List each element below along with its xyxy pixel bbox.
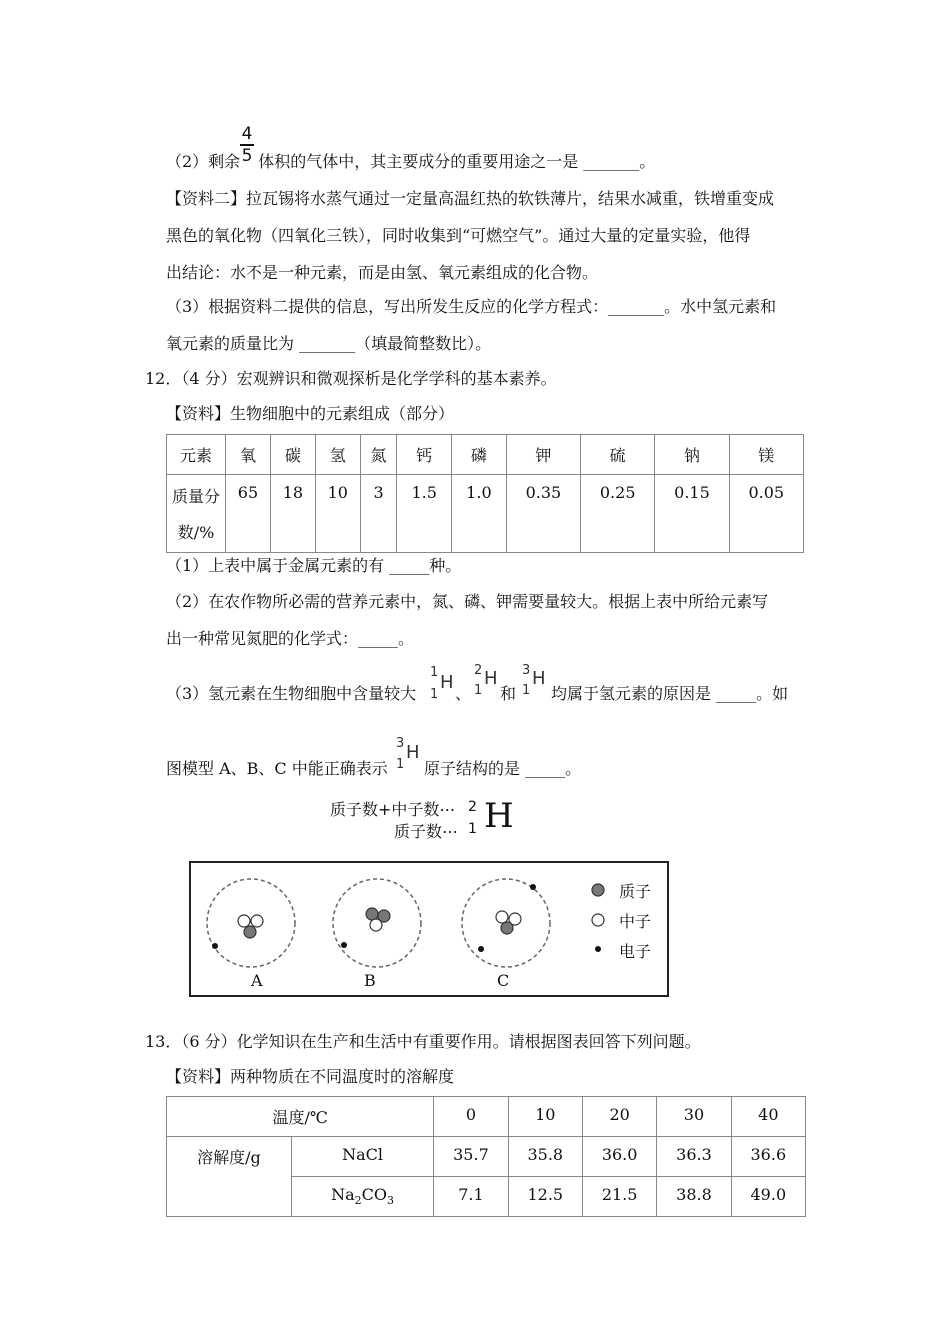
row-label-line1: 质量分 bbox=[171, 487, 220, 506]
table-cell: 0.25 bbox=[581, 475, 655, 553]
notation-bottom-text: 质子数⋯ bbox=[394, 822, 459, 841]
table-cell: 38.8 bbox=[657, 1177, 731, 1217]
q11-part3-line1: （3）根据资料二提供的信息，写出所发生反应的化学方程式：_______。水中氢元素和 bbox=[166, 297, 777, 316]
table-header-cell: 元素 bbox=[167, 435, 226, 475]
table-cell: 49.0 bbox=[731, 1177, 805, 1217]
table-cell: 磷 bbox=[452, 435, 507, 475]
mass-number: 1 bbox=[430, 665, 439, 680]
mass-number: 2 bbox=[474, 663, 483, 678]
fraction-denominator: 5 bbox=[241, 146, 253, 166]
table-row-label bbox=[291, 1177, 433, 1217]
table-header-cell: 溶解度/g bbox=[167, 1137, 292, 1217]
table-cell: 0.05 bbox=[729, 475, 803, 553]
formula-part: CO bbox=[361, 1185, 387, 1204]
table-cell: 10 bbox=[315, 475, 360, 553]
q12-part2-line1: （2）在农作物所必需的营养元素中，氮、磷、钾需要量较大。根据上表中所给元素写 bbox=[166, 592, 769, 611]
table-cell: 0.15 bbox=[655, 475, 729, 553]
neutron bbox=[251, 915, 263, 927]
neutron bbox=[370, 919, 382, 931]
table-cell: 1.0 bbox=[452, 475, 507, 553]
table-cell: 36.0 bbox=[582, 1137, 656, 1177]
electron bbox=[341, 942, 347, 948]
q13-resource: 【资料】两种物质在不同温度时的溶解度 bbox=[166, 1067, 455, 1086]
q12-part1: （1）上表中属于金属元素的有 _____种。 bbox=[166, 556, 462, 575]
table-cell: 0 bbox=[434, 1097, 508, 1137]
q11-part3-line2: 氧元素的质量比为 _______（填最简整数比）。 bbox=[166, 334, 492, 353]
proton bbox=[501, 922, 513, 934]
legend-neutron-label: 中子 bbox=[619, 912, 652, 931]
formula-part: Na bbox=[331, 1185, 355, 1204]
table-cell: 36.6 bbox=[731, 1137, 805, 1177]
element-composition-table bbox=[166, 434, 804, 553]
q12-part3-c: 图模型 A、B、C 中能正确表示 bbox=[166, 759, 388, 778]
table-cell: 3 bbox=[360, 475, 397, 553]
element-symbol: H bbox=[532, 668, 546, 689]
notation-top-text: 质子数+中子数⋯ bbox=[330, 800, 456, 819]
table-cell: 氢 bbox=[315, 435, 360, 475]
legend-proton-marker bbox=[592, 884, 604, 896]
legend-proton-label: 质子 bbox=[619, 882, 652, 901]
table-cell: 氮 bbox=[360, 435, 397, 475]
neutron bbox=[496, 911, 508, 923]
fraction-numerator: 4 bbox=[241, 124, 253, 144]
model-label-c: C bbox=[497, 971, 510, 990]
solubility-table bbox=[166, 1096, 806, 1217]
legend-electron-marker bbox=[595, 946, 601, 952]
q12-part3-d: 原子结构的是 _____。 bbox=[424, 759, 582, 778]
legend-electron-label: 电子 bbox=[619, 942, 652, 961]
atomic-number: 1 bbox=[430, 687, 439, 702]
electron bbox=[212, 943, 218, 949]
table-cell: 碳 bbox=[270, 435, 315, 475]
element-symbol: H bbox=[406, 742, 420, 763]
atomic-number: 1 bbox=[474, 683, 483, 698]
mass-number: 3 bbox=[396, 736, 405, 751]
table-cell: 18 bbox=[270, 475, 315, 553]
table-cell: 钠 bbox=[655, 435, 729, 475]
table-header-cell: 温度/℃ bbox=[167, 1097, 434, 1137]
atom-model-diagram bbox=[189, 861, 669, 997]
q11-part2-suffix: 体积的气体中，其主要成分的重要用途之一是 _______。 bbox=[258, 152, 656, 171]
table-cell: 1.5 bbox=[397, 475, 452, 553]
q12-part3-a: （3）氢元素在生物细胞中含量较大 bbox=[166, 684, 417, 703]
table-header-cell bbox=[167, 475, 226, 553]
legend-neutron-marker bbox=[592, 914, 604, 926]
q11-resource2-line2: 黑色的氧化物（四氧化三铁），同时收集到“可燃空气”。通过大量的定量实验，他得 bbox=[166, 226, 751, 245]
table-cell: 65 bbox=[226, 475, 271, 553]
table-cell: 20 bbox=[582, 1097, 656, 1137]
table-cell: 7.1 bbox=[434, 1177, 508, 1217]
notation-bottom-number: 1 bbox=[468, 821, 477, 837]
table-row bbox=[167, 1097, 806, 1137]
table-cell: 35.8 bbox=[508, 1137, 582, 1177]
q12-part3-sep: 、 bbox=[455, 684, 472, 703]
mass-number: 3 bbox=[522, 663, 531, 678]
table-cell: 氧 bbox=[226, 435, 271, 475]
table-row bbox=[167, 1137, 806, 1177]
notation-symbol: H bbox=[484, 796, 514, 836]
table-cell: 35.7 bbox=[434, 1137, 508, 1177]
formula-subscript: 3 bbox=[386, 1194, 394, 1208]
formula-subscript: 2 bbox=[354, 1194, 362, 1208]
element-symbol: H bbox=[440, 672, 454, 693]
table-cell: 12.5 bbox=[508, 1177, 582, 1217]
atomic-number: 1 bbox=[522, 683, 531, 698]
table-cell: 硫 bbox=[581, 435, 655, 475]
q12-title: 12．（4 分）宏观辨识和微观探析是化学学科的基本素养。 bbox=[145, 369, 557, 388]
q12-part2-line2: 出一种常见氮肥的化学式：_____。 bbox=[166, 629, 415, 648]
table-row bbox=[167, 435, 804, 475]
electron bbox=[530, 884, 536, 890]
row-label-line2: 数/% bbox=[177, 523, 215, 542]
table-cell: 40 bbox=[731, 1097, 805, 1137]
table-cell: 钾 bbox=[506, 435, 580, 475]
table-cell: 10 bbox=[508, 1097, 582, 1137]
q12-resource: 【资料】生物细胞中的元素组成（部分） bbox=[166, 404, 455, 423]
q11-resource2-line1: 【资料二】拉瓦锡将水蒸气通过一定量高温红热的软铁薄片，结果水减重，铁增重变成 bbox=[166, 189, 775, 208]
table-cell: 钙 bbox=[397, 435, 452, 475]
neutron bbox=[238, 915, 250, 927]
table-cell: 30 bbox=[657, 1097, 731, 1137]
table-row-label: NaCl bbox=[291, 1137, 433, 1177]
table-cell: 镁 bbox=[729, 435, 803, 475]
q11-part2-prefix: （2）剩余 bbox=[166, 152, 241, 171]
q12-part3-b: 均属于氢元素的原因是 _____。如 bbox=[551, 684, 789, 703]
table-row bbox=[167, 475, 804, 553]
q13-title: 13．（6 分）化学知识在生产和生活中有重要作用。请根据图表回答下列问题。 bbox=[145, 1032, 701, 1051]
atomic-number: 1 bbox=[396, 757, 405, 772]
element-symbol: H bbox=[484, 668, 498, 689]
model-label-b: B bbox=[364, 971, 376, 990]
table-cell: 21.5 bbox=[582, 1177, 656, 1217]
notation-top-number: 2 bbox=[468, 799, 477, 815]
proton bbox=[366, 908, 378, 920]
table-cell: 36.3 bbox=[657, 1137, 731, 1177]
q12-part3-and: 和 bbox=[500, 684, 517, 703]
electron bbox=[478, 946, 484, 952]
q11-resource2-line3: 出结论：水不是一种元素，而是由氢、氧元素组成的化合物。 bbox=[166, 263, 599, 282]
model-label-a: A bbox=[251, 971, 263, 990]
table-cell: 0.35 bbox=[506, 475, 580, 553]
q11-part2 bbox=[166, 152, 655, 172]
proton bbox=[244, 926, 256, 938]
